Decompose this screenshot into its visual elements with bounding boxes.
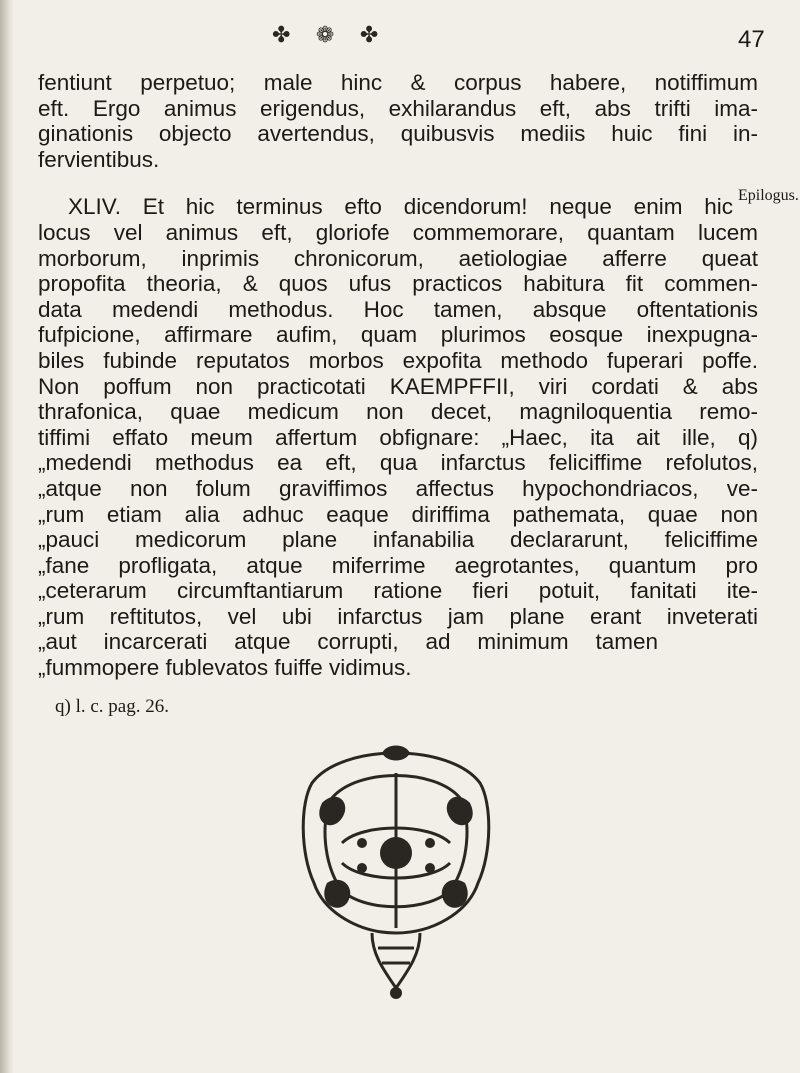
quote-line: „fane profligata, atque miferrime aegrotantes, quantum pro [38, 552, 758, 578]
text-line: fervientibus. [38, 146, 160, 172]
text-line: morborum, inprimis chronicorum, aetiologiae afferre queat [38, 245, 758, 271]
quote-line: „pauci medicorum plane infanabilia declararunt, feliciffime [38, 527, 758, 553]
text-line: locus vel animus eft, gloriofe commemorare, quantam lucem [38, 219, 758, 245]
text-line: ginationis objecto avertendus, quibusvis mediis huic fini in- [38, 121, 758, 147]
text-line: tiffimi effato meum affertum obfignare: „Haec, ita ait ille, q) [38, 424, 758, 450]
text-line: Non poffum non practicotati KAEMPFFII, viri cordati & abs [38, 373, 758, 399]
marginal-note: Epilogus. [738, 187, 799, 204]
text-line: propofita theoria, & quos ufus practicos habitura fit commen- [38, 271, 758, 297]
text-line: data medendi methodus. Hoc tamen, absque oftentationis [38, 296, 758, 322]
quote-line: „rum reftitutos, vel ubi infarctus jam plane erant inveterati [38, 603, 758, 629]
text-line: eft. Ergo animus erigendus, exhilarandus eft, abs trifti ima- [38, 95, 758, 121]
footnote: q) l. c. pag. 26. [55, 696, 169, 717]
text-line: thrafonica, quae medicum non decet, magniloquentia remo- [38, 399, 758, 425]
quote-line: „aut incarcerati atque corrupti, ad minimum tamen [38, 629, 658, 655]
body-text [38, 70, 758, 681]
text-line: biles fubinde reputatos morbos expofita methodo fuperari poffe. [38, 347, 758, 373]
ornamental-vignette-icon [282, 743, 510, 1003]
header-ornament: ✤ ❁ ✤ [272, 22, 389, 47]
page-number: 47 [738, 26, 765, 53]
quote-line: „medendi methodus ea eft, qua infarctus feliciffime refolutos, [38, 450, 758, 476]
quote-line: „atque non folum graviffimos affectus hypochondriacos, ve- [38, 475, 758, 501]
quote-line: „rum etiam alia adhuc eaque diriffima pathemata, quae non [38, 501, 758, 527]
page-binding-edge [0, 0, 14, 1073]
text-line: fentiunt perpetuo; male hinc & corpus habere, notiffimum [38, 70, 758, 95]
text-line: fufpicione, affirmare aufim, quam plurimos eosque inexpugna- [38, 322, 758, 348]
quotation [38, 450, 758, 680]
running-header [0, 18, 800, 58]
text-line: XLIV. Et hic terminus efto dicendorum! neque enim hic [68, 194, 733, 220]
quote-line: „fummopere fublevatos fuiffe vidimus. [38, 655, 412, 681]
quote-line: „ceterarum circumftantiarum ratione fieri potuit, fanitati ite- [38, 578, 758, 604]
paragraph-2 [38, 194, 758, 450]
paragraph-1 [38, 70, 758, 172]
